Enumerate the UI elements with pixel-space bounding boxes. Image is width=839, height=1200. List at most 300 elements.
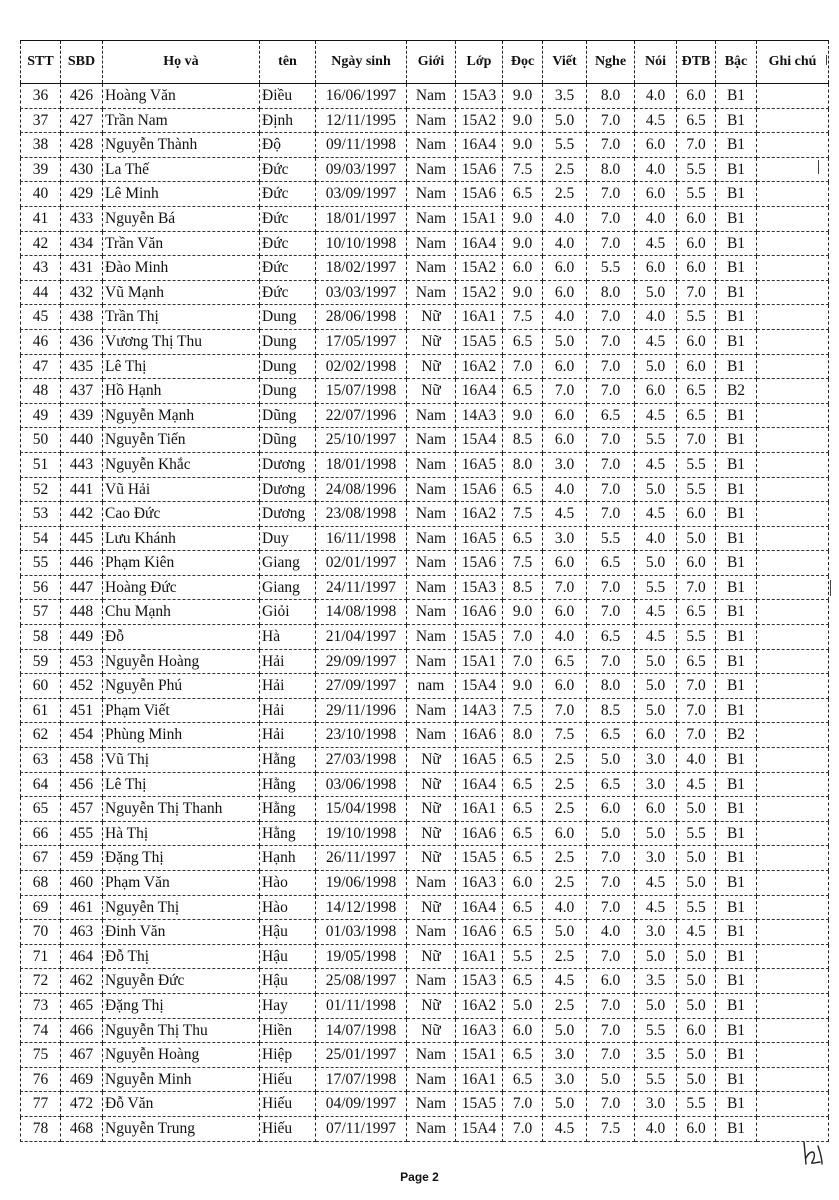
cell-nghe: 7.0 — [587, 575, 635, 600]
cell-ngaysinh: 23/08/1998 — [316, 502, 407, 527]
cell-ngaysinh: 23/10/1998 — [316, 723, 407, 748]
cell-dtb: 7.0 — [677, 698, 716, 723]
cell-ten: Hà — [260, 625, 316, 650]
cell-viet: 4.0 — [543, 625, 587, 650]
cell-sbd: 438 — [61, 305, 103, 330]
table-row — [21, 649, 829, 674]
cell-noi: 6.0 — [635, 797, 677, 822]
cell-dtb: 6.0 — [677, 206, 716, 231]
table-row — [21, 108, 829, 133]
cell-sbd: 445 — [61, 526, 103, 551]
cell-bac: B1 — [716, 1116, 757, 1141]
cell-doc: 7.0 — [503, 1092, 543, 1117]
cell-ho: Nguyễn Thành — [103, 133, 260, 158]
cell-dtb: 5.0 — [677, 846, 716, 871]
cell-ho: Hồ Hạnh — [103, 379, 260, 404]
cell-stt: 69 — [21, 895, 61, 920]
cell-lop: 15A3 — [456, 969, 503, 994]
cell-stt: 63 — [21, 748, 61, 773]
cell-lop: 16A4 — [456, 133, 503, 158]
cell-gioi: Nam — [407, 1067, 456, 1092]
cell-sbd: 449 — [61, 625, 103, 650]
cell-gioi: Nữ — [407, 305, 456, 330]
cell-lop: 15A6 — [456, 477, 503, 502]
cell-bac: B1 — [716, 133, 757, 158]
cell-doc: 8.0 — [503, 723, 543, 748]
cell-lop: 16A2 — [456, 354, 503, 379]
cell-lop: 15A6 — [456, 551, 503, 576]
cell-lop: 16A1 — [456, 305, 503, 330]
header-doc: Đọc — [503, 41, 543, 84]
cell-nghe: 8.0 — [587, 157, 635, 182]
cell-nghe: 7.0 — [587, 846, 635, 871]
cell-bac: B1 — [716, 1043, 757, 1068]
header-viet: Viết — [543, 41, 587, 84]
cell-bac: B1 — [716, 329, 757, 354]
cell-ho: Phạm Viết — [103, 698, 260, 723]
cell-viet: 3.0 — [543, 1043, 587, 1068]
cell-sbd: 427 — [61, 108, 103, 133]
cell-stt: 72 — [21, 969, 61, 994]
cell-ten: Đức — [260, 206, 316, 231]
cell-noi: 4.5 — [635, 871, 677, 896]
cell-ho: Vương Thị Thu — [103, 329, 260, 354]
cell-doc: 6.0 — [503, 871, 543, 896]
cell-gioi: Nam — [407, 502, 456, 527]
cell-bac: B1 — [716, 1067, 757, 1092]
cell-dtb: 6.5 — [677, 379, 716, 404]
cell-gioi: Nam — [407, 600, 456, 625]
cell-dtb: 6.0 — [677, 1018, 716, 1043]
cell-ho: Lê Thị — [103, 354, 260, 379]
cell-bac: B1 — [716, 428, 757, 453]
cell-ho: Nguyễn Thị Thanh — [103, 797, 260, 822]
cell-doc: 6.5 — [503, 846, 543, 871]
cell-ho: Nguyễn Tiến — [103, 428, 260, 453]
cell-gioi: Nữ — [407, 797, 456, 822]
cell-bac: B1 — [716, 256, 757, 281]
cell-stt: 37 — [21, 108, 61, 133]
table-row — [21, 895, 829, 920]
cell-noi: 3.0 — [635, 920, 677, 945]
cell-ten: Hải — [260, 698, 316, 723]
cell-nghe: 5.0 — [587, 821, 635, 846]
cell-ten: Giang — [260, 575, 316, 600]
cell-bac: B1 — [716, 1092, 757, 1117]
cell-viet: 4.5 — [543, 969, 587, 994]
cell-viet: 3.0 — [543, 526, 587, 551]
cell-nghe: 7.0 — [587, 502, 635, 527]
cell-noi: 5.0 — [635, 280, 677, 305]
cell-ho: Hoàng Đức — [103, 575, 260, 600]
cell-ngaysinh: 09/11/1998 — [316, 133, 407, 158]
cell-noi: 4.5 — [635, 600, 677, 625]
cell-ghichu — [757, 329, 829, 354]
cell-nghe: 8.0 — [587, 280, 635, 305]
cell-ngaysinh: 27/09/1997 — [316, 674, 407, 699]
cell-sbd: 472 — [61, 1092, 103, 1117]
cell-viet: 6.0 — [543, 354, 587, 379]
cell-dtb: 6.5 — [677, 649, 716, 674]
cell-nghe: 6.5 — [587, 723, 635, 748]
cell-stt: 64 — [21, 772, 61, 797]
cell-ngaysinh: 18/02/1997 — [316, 256, 407, 281]
cell-ten: Hải — [260, 674, 316, 699]
cell-viet: 4.0 — [543, 477, 587, 502]
cell-ten: Hiếu — [260, 1092, 316, 1117]
cell-gioi: Nữ — [407, 748, 456, 773]
cell-bac: B1 — [716, 452, 757, 477]
cell-ghichu — [757, 1067, 829, 1092]
table-row — [21, 256, 829, 281]
cell-ho: Vũ Mạnh — [103, 280, 260, 305]
cell-dtb: 4.5 — [677, 772, 716, 797]
cell-ngaysinh: 29/11/1996 — [316, 698, 407, 723]
cell-ngaysinh: 25/10/1997 — [316, 428, 407, 453]
cell-stt: 39 — [21, 157, 61, 182]
cell-ho: Đỗ — [103, 625, 260, 650]
cell-ghichu — [757, 944, 829, 969]
cell-ghichu — [757, 797, 829, 822]
table-row — [21, 182, 829, 207]
cell-viet: 4.5 — [543, 1116, 587, 1141]
cell-lop: 15A2 — [456, 256, 503, 281]
cell-viet: 6.0 — [543, 674, 587, 699]
cell-ngaysinh: 21/04/1997 — [316, 625, 407, 650]
cell-gioi: Nam — [407, 256, 456, 281]
cell-ngaysinh: 19/10/1998 — [316, 821, 407, 846]
cell-ten: Hào — [260, 871, 316, 896]
cell-gioi: Nam — [407, 108, 456, 133]
cell-gioi: Nữ — [407, 944, 456, 969]
cell-viet: 4.0 — [543, 895, 587, 920]
cell-stt: 70 — [21, 920, 61, 945]
table-row — [21, 944, 829, 969]
header-lop: Lớp — [456, 41, 503, 84]
cell-ten: Hải — [260, 649, 316, 674]
cell-dtb: 5.5 — [677, 157, 716, 182]
cell-viet: 7.0 — [543, 379, 587, 404]
cell-bac: B1 — [716, 575, 757, 600]
cell-gioi: Nam — [407, 1043, 456, 1068]
cell-noi: 3.0 — [635, 772, 677, 797]
cell-stt: 71 — [21, 944, 61, 969]
table-row — [21, 354, 829, 379]
cell-ghichu — [757, 1092, 829, 1117]
cell-nghe: 7.0 — [587, 1043, 635, 1068]
cell-sbd: 463 — [61, 920, 103, 945]
cell-ghichu — [757, 969, 829, 994]
cell-nghe: 7.0 — [587, 231, 635, 256]
cell-dtb: 5.5 — [677, 305, 716, 330]
cell-ten: Dũng — [260, 403, 316, 428]
cell-stt: 67 — [21, 846, 61, 871]
cell-bac: B1 — [716, 157, 757, 182]
cell-bac: B1 — [716, 305, 757, 330]
cell-sbd: 465 — [61, 993, 103, 1018]
cell-gioi: Nam — [407, 206, 456, 231]
cell-sbd: 451 — [61, 698, 103, 723]
cell-ghichu — [757, 600, 829, 625]
cell-viet: 5.0 — [543, 920, 587, 945]
table-row — [21, 723, 829, 748]
cell-noi: 6.0 — [635, 182, 677, 207]
cell-sbd: 464 — [61, 944, 103, 969]
cell-viet: 5.0 — [543, 1092, 587, 1117]
cell-ghichu — [757, 649, 829, 674]
cell-ghichu — [757, 698, 829, 723]
cell-ghichu — [757, 846, 829, 871]
cell-nghe: 6.5 — [587, 625, 635, 650]
cell-stt: 78 — [21, 1116, 61, 1141]
header-nghe: Nghe — [587, 41, 635, 84]
cell-sbd: 426 — [61, 84, 103, 109]
cell-dtb: 6.0 — [677, 551, 716, 576]
cell-gioi: Nam — [407, 1116, 456, 1141]
cell-dtb: 7.0 — [677, 133, 716, 158]
cell-gioi: nam — [407, 674, 456, 699]
cell-ten: Giang — [260, 551, 316, 576]
cell-bac: B1 — [716, 748, 757, 773]
cell-stt: 52 — [21, 477, 61, 502]
cell-stt: 49 — [21, 403, 61, 428]
cell-nghe: 7.0 — [587, 329, 635, 354]
cell-bac: B1 — [716, 280, 757, 305]
cell-noi: 4.5 — [635, 625, 677, 650]
cell-doc: 9.0 — [503, 231, 543, 256]
cell-ho: Trần Văn — [103, 231, 260, 256]
cell-ho: Phạm Văn — [103, 871, 260, 896]
cell-gioi: Nữ — [407, 1018, 456, 1043]
table-row — [21, 625, 829, 650]
cell-stt: 41 — [21, 206, 61, 231]
cell-ten: Duy — [260, 526, 316, 551]
cell-dtb: 6.5 — [677, 403, 716, 428]
cell-ho: Đỗ Thị — [103, 944, 260, 969]
cell-nghe: 7.0 — [587, 182, 635, 207]
cell-noi: 5.0 — [635, 944, 677, 969]
cell-lop: 16A1 — [456, 944, 503, 969]
cell-lop: 16A5 — [456, 748, 503, 773]
cell-doc: 6.5 — [503, 920, 543, 945]
cell-ho: Nguyễn Thị — [103, 895, 260, 920]
header-ghichu: Ghi chú — [757, 41, 829, 84]
cell-stt: 77 — [21, 1092, 61, 1117]
table-row — [21, 920, 829, 945]
cell-ten: Đức — [260, 256, 316, 281]
cell-doc: 7.5 — [503, 305, 543, 330]
cell-ghichu — [757, 674, 829, 699]
cell-lop: 16A4 — [456, 231, 503, 256]
cell-doc: 6.5 — [503, 1067, 543, 1092]
cell-lop: 14A3 — [456, 403, 503, 428]
cell-ten: Dung — [260, 305, 316, 330]
cell-ghichu — [757, 157, 829, 182]
cell-ngaysinh: 04/09/1997 — [316, 1092, 407, 1117]
table-row — [21, 797, 829, 822]
cell-doc: 6.5 — [503, 526, 543, 551]
table-row — [21, 477, 829, 502]
cell-bac: B1 — [716, 944, 757, 969]
cell-ho: Nguyễn Khắc — [103, 452, 260, 477]
cell-sbd: 459 — [61, 846, 103, 871]
cell-lop: 15A5 — [456, 1092, 503, 1117]
cell-ngaysinh: 03/09/1997 — [316, 182, 407, 207]
cell-noi: 3.0 — [635, 748, 677, 773]
cell-bac: B1 — [716, 354, 757, 379]
cell-dtb: 5.0 — [677, 797, 716, 822]
cell-gioi: Nữ — [407, 895, 456, 920]
cell-noi: 4.5 — [635, 502, 677, 527]
table-row — [21, 551, 829, 576]
cell-doc: 6.5 — [503, 748, 543, 773]
cell-gioi: Nam — [407, 182, 456, 207]
cell-gioi: Nam — [407, 428, 456, 453]
table-row — [21, 1092, 829, 1117]
cell-sbd: 456 — [61, 772, 103, 797]
cell-lop: 16A1 — [456, 1067, 503, 1092]
cell-lop: 15A2 — [456, 108, 503, 133]
cell-stt: 56 — [21, 575, 61, 600]
cell-viet: 2.5 — [543, 157, 587, 182]
cell-viet: 2.5 — [543, 748, 587, 773]
cell-noi: 5.5 — [635, 428, 677, 453]
cell-stt: 58 — [21, 625, 61, 650]
cell-bac: B1 — [716, 821, 757, 846]
cell-doc: 9.0 — [503, 206, 543, 231]
cell-nghe: 7.0 — [587, 1018, 635, 1043]
cell-ghichu — [757, 84, 829, 109]
cell-dtb: 4.0 — [677, 748, 716, 773]
cell-dtb: 7.0 — [677, 575, 716, 600]
table-row — [21, 231, 829, 256]
cell-nghe: 5.0 — [587, 748, 635, 773]
cell-ho: Trần Thị — [103, 305, 260, 330]
cell-ho: Trần Nam — [103, 108, 260, 133]
cell-ho: Đặng Thị — [103, 993, 260, 1018]
cell-dtb: 6.0 — [677, 502, 716, 527]
cell-ten: Hiếu — [260, 1067, 316, 1092]
cell-ten: Hào — [260, 895, 316, 920]
cell-ten: Hiệp — [260, 1043, 316, 1068]
score-table — [20, 40, 829, 1142]
cell-lop: 15A1 — [456, 649, 503, 674]
table-row — [21, 1043, 829, 1068]
cell-ten: Định — [260, 108, 316, 133]
cell-ho: Nguyễn Hoàng — [103, 649, 260, 674]
cell-gioi: Nam — [407, 723, 456, 748]
cell-dtb: 5.5 — [677, 452, 716, 477]
cell-ghichu — [757, 993, 829, 1018]
table-row — [21, 1116, 829, 1141]
cell-ten: Hằng — [260, 772, 316, 797]
cell-gioi: Nam — [407, 920, 456, 945]
cell-ngaysinh: 14/07/1998 — [316, 1018, 407, 1043]
cell-bac: B1 — [716, 231, 757, 256]
cell-ten: Dương — [260, 452, 316, 477]
table-row — [21, 305, 829, 330]
cell-noi: 4.5 — [635, 231, 677, 256]
cell-sbd: 439 — [61, 403, 103, 428]
cell-noi: 4.0 — [635, 206, 677, 231]
cell-stt: 75 — [21, 1043, 61, 1068]
table-row — [21, 379, 829, 404]
cell-nghe: 5.5 — [587, 526, 635, 551]
cell-ngaysinh: 25/01/1997 — [316, 1043, 407, 1068]
cell-ngaysinh: 16/11/1998 — [316, 526, 407, 551]
cell-ngaysinh: 22/07/1996 — [316, 403, 407, 428]
cell-dtb: 4.5 — [677, 920, 716, 945]
cell-noi: 4.5 — [635, 108, 677, 133]
table-row — [21, 871, 829, 896]
cell-sbd: 442 — [61, 502, 103, 527]
cell-bac: B1 — [716, 846, 757, 871]
cell-noi: 5.0 — [635, 649, 677, 674]
cell-noi: 4.0 — [635, 157, 677, 182]
cell-sbd: 446 — [61, 551, 103, 576]
cell-sbd: 429 — [61, 182, 103, 207]
cell-nghe: 6.5 — [587, 551, 635, 576]
cell-stt: 65 — [21, 797, 61, 822]
cell-noi: 4.5 — [635, 403, 677, 428]
cell-ghichu — [757, 452, 829, 477]
cell-nghe: 8.0 — [587, 674, 635, 699]
cell-noi: 5.0 — [635, 993, 677, 1018]
cell-dtb: 6.0 — [677, 329, 716, 354]
cell-ngaysinh: 24/08/1996 — [316, 477, 407, 502]
cell-bac: B1 — [716, 526, 757, 551]
cell-ten: Đức — [260, 280, 316, 305]
cell-stt: 46 — [21, 329, 61, 354]
cell-stt: 68 — [21, 871, 61, 896]
cell-doc: 7.5 — [503, 698, 543, 723]
cell-ghichu — [757, 206, 829, 231]
cell-doc: 6.5 — [503, 1043, 543, 1068]
cell-nghe: 5.5 — [587, 256, 635, 281]
cell-nghe: 6.5 — [587, 772, 635, 797]
cell-ho: Chu Mạnh — [103, 600, 260, 625]
header-dtb: ĐTB — [677, 41, 716, 84]
cell-ho: Đinh Văn — [103, 920, 260, 945]
cell-viet: 4.5 — [543, 502, 587, 527]
table-row — [21, 772, 829, 797]
table-row — [21, 157, 829, 182]
cell-gioi: Nam — [407, 84, 456, 109]
cell-doc: 6.5 — [503, 329, 543, 354]
cell-stt: 45 — [21, 305, 61, 330]
table-row — [21, 502, 829, 527]
cell-ten: Hậu — [260, 944, 316, 969]
cell-lop: 16A6 — [456, 600, 503, 625]
cell-stt: 42 — [21, 231, 61, 256]
cell-noi: 5.0 — [635, 551, 677, 576]
cell-sbd: 461 — [61, 895, 103, 920]
cell-sbd: 469 — [61, 1067, 103, 1092]
cell-sbd: 457 — [61, 797, 103, 822]
cell-nghe: 6.0 — [587, 969, 635, 994]
cell-sbd: 455 — [61, 821, 103, 846]
cell-ghichu — [757, 575, 829, 600]
cell-noi: 4.0 — [635, 526, 677, 551]
table-row — [21, 575, 829, 600]
table-row — [21, 698, 829, 723]
cell-sbd: 436 — [61, 329, 103, 354]
table-row — [21, 329, 829, 354]
cell-viet: 6.0 — [543, 428, 587, 453]
cell-sbd: 462 — [61, 969, 103, 994]
cell-gioi: Nam — [407, 551, 456, 576]
cell-stt: 50 — [21, 428, 61, 453]
